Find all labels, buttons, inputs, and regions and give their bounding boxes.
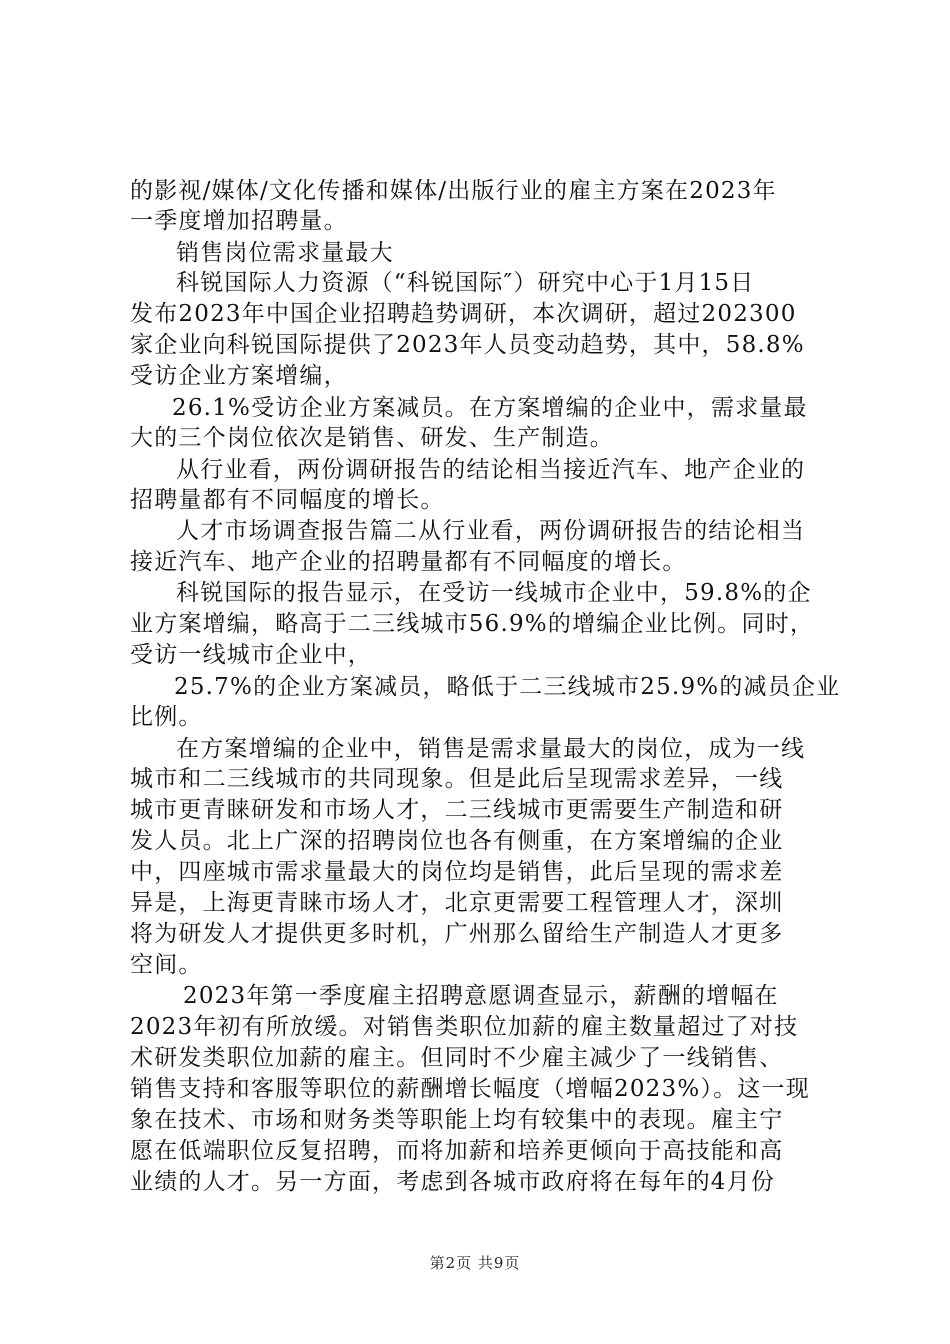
text-line: 发人员。北上广深的招聘岗位也各有侧重，在方案增编的企业 bbox=[130, 828, 784, 854]
text-line: 异是，上海更青睐市场人才，北京更需要工程管理人才，深圳 bbox=[130, 890, 784, 916]
text-line: 受访一线城市企业中， bbox=[130, 642, 372, 668]
text-line: 科锐国际人力资源（“科锐国际″）研究中心于1月15日 bbox=[176, 270, 755, 296]
text-line: 25.7%的企业方案减员，略低于二三线城市25.9%的减员企业 bbox=[174, 674, 841, 700]
text-line: 26.1%受访企业方案减员。在方案增编的企业中，需求量最 bbox=[172, 395, 808, 421]
text-line: 中，四座城市需求量最大的岗位均是销售，此后呈现的需求差 bbox=[130, 859, 784, 885]
text-line: 城市更青睐研发和市场人才，二三线城市更需要生产制造和研 bbox=[130, 797, 784, 823]
text-line: 销售支持和客服等职位的薪酬增长幅度（增幅2023%）。这一现 bbox=[130, 1076, 810, 1102]
text-line: 空间。 bbox=[130, 952, 203, 978]
text-line: 接近汽车、地产企业的招聘量都有不同幅度的增长。 bbox=[130, 549, 687, 575]
section-heading: 销售岗位需求量最大 bbox=[176, 240, 394, 266]
text-line: 人才市场调查报告篇二从行业看，两份调研报告的结论相当 bbox=[176, 518, 806, 544]
text-line: 比例。 bbox=[130, 704, 203, 730]
text-line: 象在技术、市场和财务类等职能上均有较集中的表现。雇主宁 bbox=[130, 1107, 784, 1133]
text-line: 2023年初有所放缓。对销售类职位加薪的雇主数量超过了对技 bbox=[130, 1014, 799, 1040]
page-number: 第2页 共9页 bbox=[429, 1254, 521, 1272]
text-line: 一季度增加招聘量。 bbox=[130, 208, 348, 234]
text-line: 城市和二三线城市的共同现象。但是此后呈现需求差异，一线 bbox=[130, 766, 784, 792]
text-line: 受访企业方案增编， bbox=[130, 363, 348, 389]
text-line: 在方案增编的企业中，销售是需求量最大的岗位，成为一线 bbox=[176, 736, 806, 762]
text-line: 术研发类职位加薪的雇主。但同时不少雇主减少了一线销售、 bbox=[130, 1045, 784, 1071]
text-line: 大的三个岗位依次是销售、研发、生产制造。 bbox=[130, 425, 614, 451]
text-line: 招聘量都有不同幅度的增长。 bbox=[130, 487, 445, 513]
text-line: 家企业向科锐国际提供了2023年人员变动趋势，其中，58.8% bbox=[130, 332, 805, 358]
text-line: 发布2023年中国企业招聘趋势调研，本次调研，超过202300 bbox=[130, 301, 797, 327]
text-line: 将为研发人才提供更多时机，广州那么留给生产制造人才更多 bbox=[130, 921, 784, 947]
text-line: 愿在低端职位反复招聘，而将加薪和培养更倾向于高技能和高 bbox=[130, 1138, 784, 1164]
text-line: 的影视/媒体/文化传播和媒体/出版行业的雇主方案在2023年 bbox=[130, 178, 777, 204]
text-line: 业方案增编，略高于二三线城市56.9%的增编企业比例。同时， bbox=[130, 611, 815, 637]
text-line: 科锐国际的报告显示，在受访一线城市企业中，59.8%的企 bbox=[176, 580, 812, 606]
text-line: 业绩的人才。另一方面，考虑到各城市政府将在每年的4月份 bbox=[130, 1169, 776, 1195]
text-line: 2023年第一季度雇主招聘意愿调查显示，薪酬的增幅在 bbox=[183, 983, 779, 1009]
text-line: 从行业看，两份调研报告的结论相当接近汽车、地产企业的 bbox=[176, 457, 806, 483]
